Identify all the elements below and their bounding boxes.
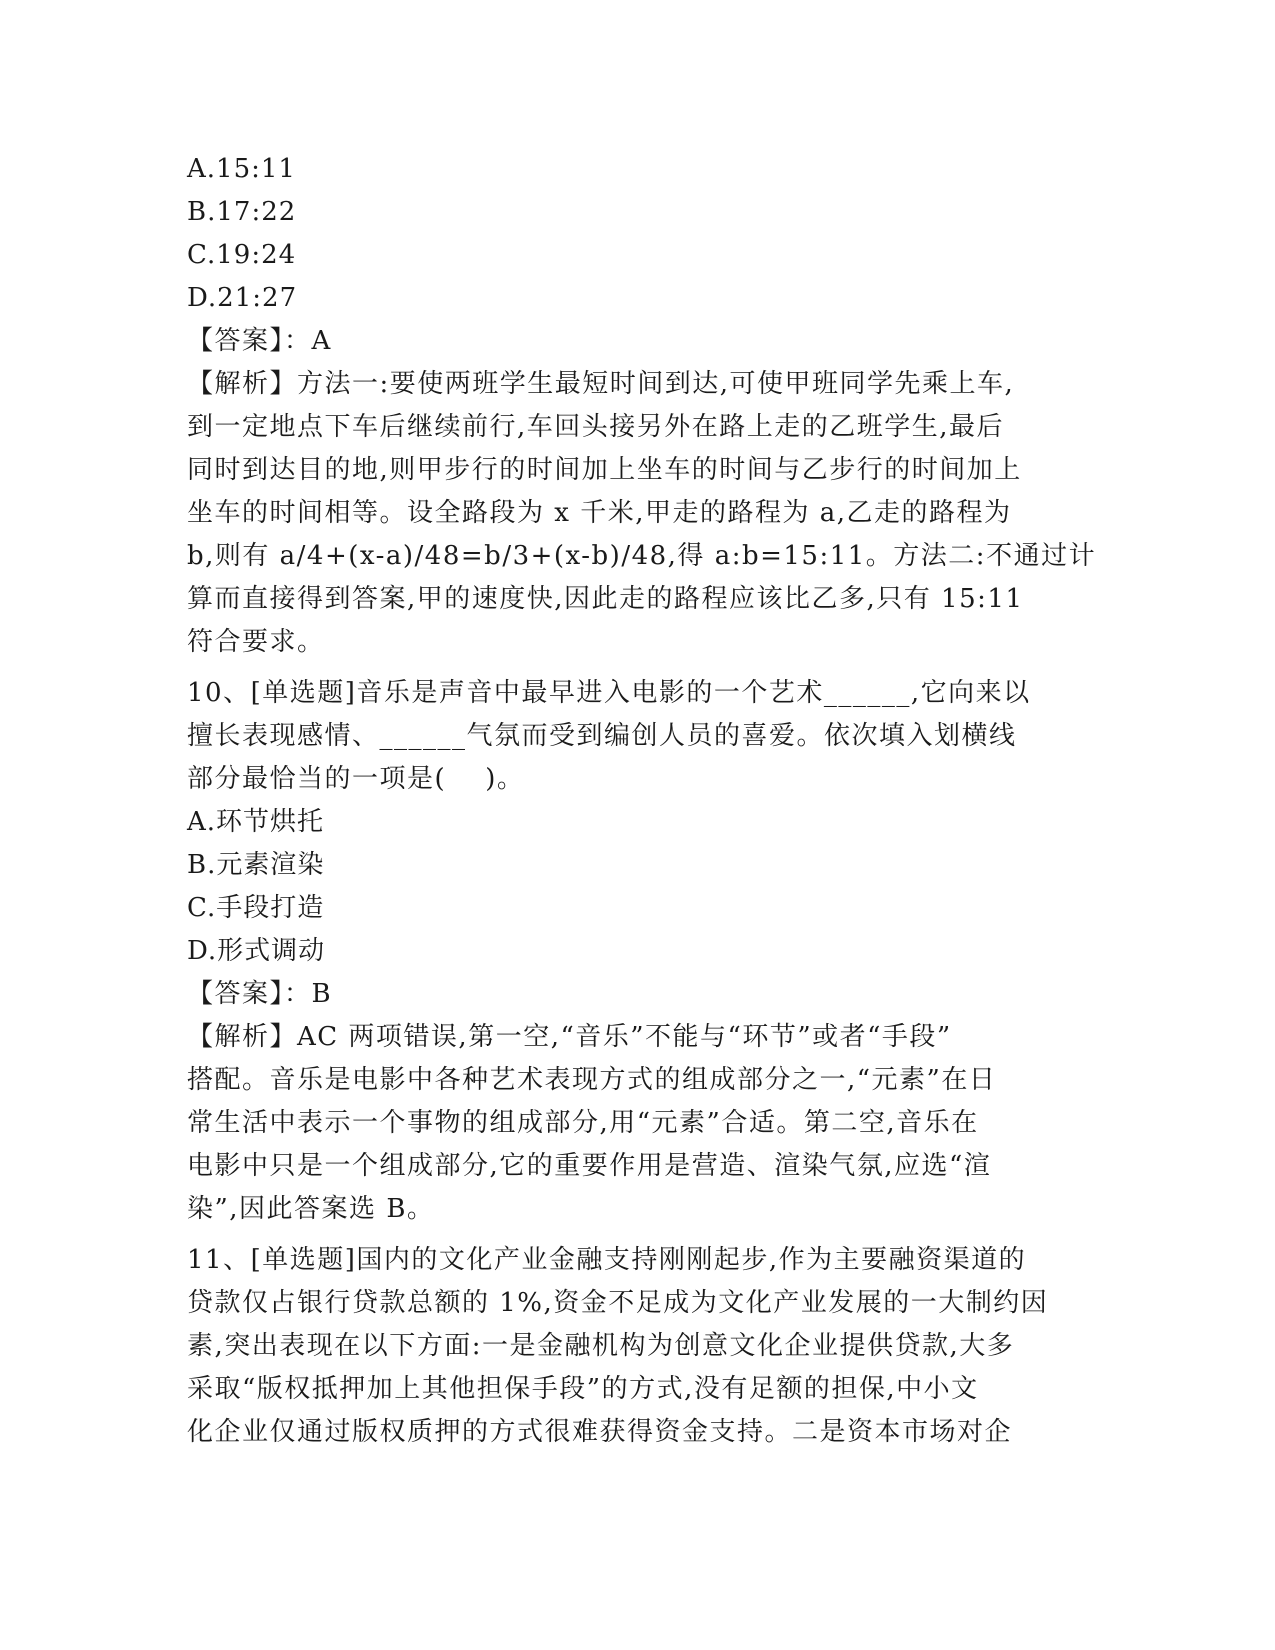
q9-option-b: B.17:22 <box>187 197 297 227</box>
q10-stem-line: 10、[单选题]音乐是声音中最早进入电影的一个艺术______,它向来以 <box>187 678 1031 708</box>
q10-stem <box>187 672 1087 801</box>
q9-analysis-line: 坐车的时间相等。设全路段为 x 千米,甲走的路程为 a,乙走的路程为 <box>187 498 1012 528</box>
q9-answer: 【答案】：A <box>187 326 332 356</box>
q10-stem-line: 部分最恰当的一项是( )。 <box>187 764 525 794</box>
document-page <box>187 148 1097 1454</box>
q11-stem-line: 素,突出表现在以下方面:一是金融机构为创意文化企业提供贷款,大多 <box>187 1331 1015 1361</box>
q10-analysis-line: 【解析】AC 两项错误,第一空,“音乐”不能与“环节”或者“手段” <box>187 1022 952 1052</box>
q10-stem-line: 擅长表现感情、______气氛而受到编创人员的喜爱。依次填入划横线 <box>187 721 1017 751</box>
q10-analysis-line: 常生活中表示一个事物的组成部分,用“元素”合适。第二空,音乐在 <box>187 1108 979 1138</box>
q11-stem-line: 采取“版权抵押加上其他担保手段”的方式,没有足额的担保,中小文 <box>187 1374 979 1404</box>
q11-stem-line: 化企业仅通过版权质押的方式很难获得资金支持。二是资本市场对企 <box>187 1417 1013 1447</box>
q11-stem <box>187 1239 1087 1454</box>
q9-option-d: D.21:27 <box>187 283 298 313</box>
q11-stem-line: 11、[单选题]国内的文化产业金融支持刚刚起步,作为主要融资渠道的 <box>187 1245 1027 1275</box>
q10-analysis-line: 搭配。音乐是电影中各种艺术表现方式的组成部分之一,“元素”在日 <box>187 1065 997 1095</box>
q10-option-a: A.环节烘托 <box>187 807 325 837</box>
q10-analysis <box>187 1016 1087 1231</box>
q9-analysis <box>187 363 1097 664</box>
paragraph-gap <box>187 664 1087 672</box>
q10-option-b: B.元素渲染 <box>187 850 325 880</box>
q10-answer: 【答案】：B <box>187 979 333 1009</box>
q9-analysis-line: 符合要求。 <box>187 627 325 657</box>
q9-analysis-line: 算而直接得到答案,甲的速度快,因此走的路程应该比乙多,只有 15:11 <box>187 584 1024 614</box>
q9-option-c: C.19:24 <box>187 240 297 270</box>
q11-stem-line: 贷款仅占银行贷款总额的 1%,资金不足成为文化产业发展的一大制约因 <box>187 1288 1049 1318</box>
q9-analysis-line: b,则有 a/4+(x-a)/48=b/3+(x-b)/48,得 a:b=15:11。方法二:不通过计 <box>187 541 1097 571</box>
q10-option-c: C.手段打造 <box>187 893 325 923</box>
q10-analysis-line: 染”,因此答案选 B。 <box>187 1194 435 1224</box>
q10-option-d: D.形式调动 <box>187 936 326 966</box>
paragraph-gap <box>187 1231 1087 1239</box>
q9-option-a: A.15:11 <box>187 154 296 184</box>
q10-analysis-line: 电影中只是一个组成部分,它的重要作用是营造、渲染气氛,应选“渲 <box>187 1151 992 1181</box>
q9-analysis-line: 到一定地点下车后继续前行,车回头接另外在路上走的乙班学生,最后 <box>187 412 1005 442</box>
q9-analysis-line: 【解析】方法一:要使两班学生最短时间到达,可使甲班同学先乘上车, <box>187 369 1015 399</box>
q9-analysis-line: 同时到达目的地,则甲步行的时间加上坐车的时间与乙步行的时间加上 <box>187 455 1022 485</box>
